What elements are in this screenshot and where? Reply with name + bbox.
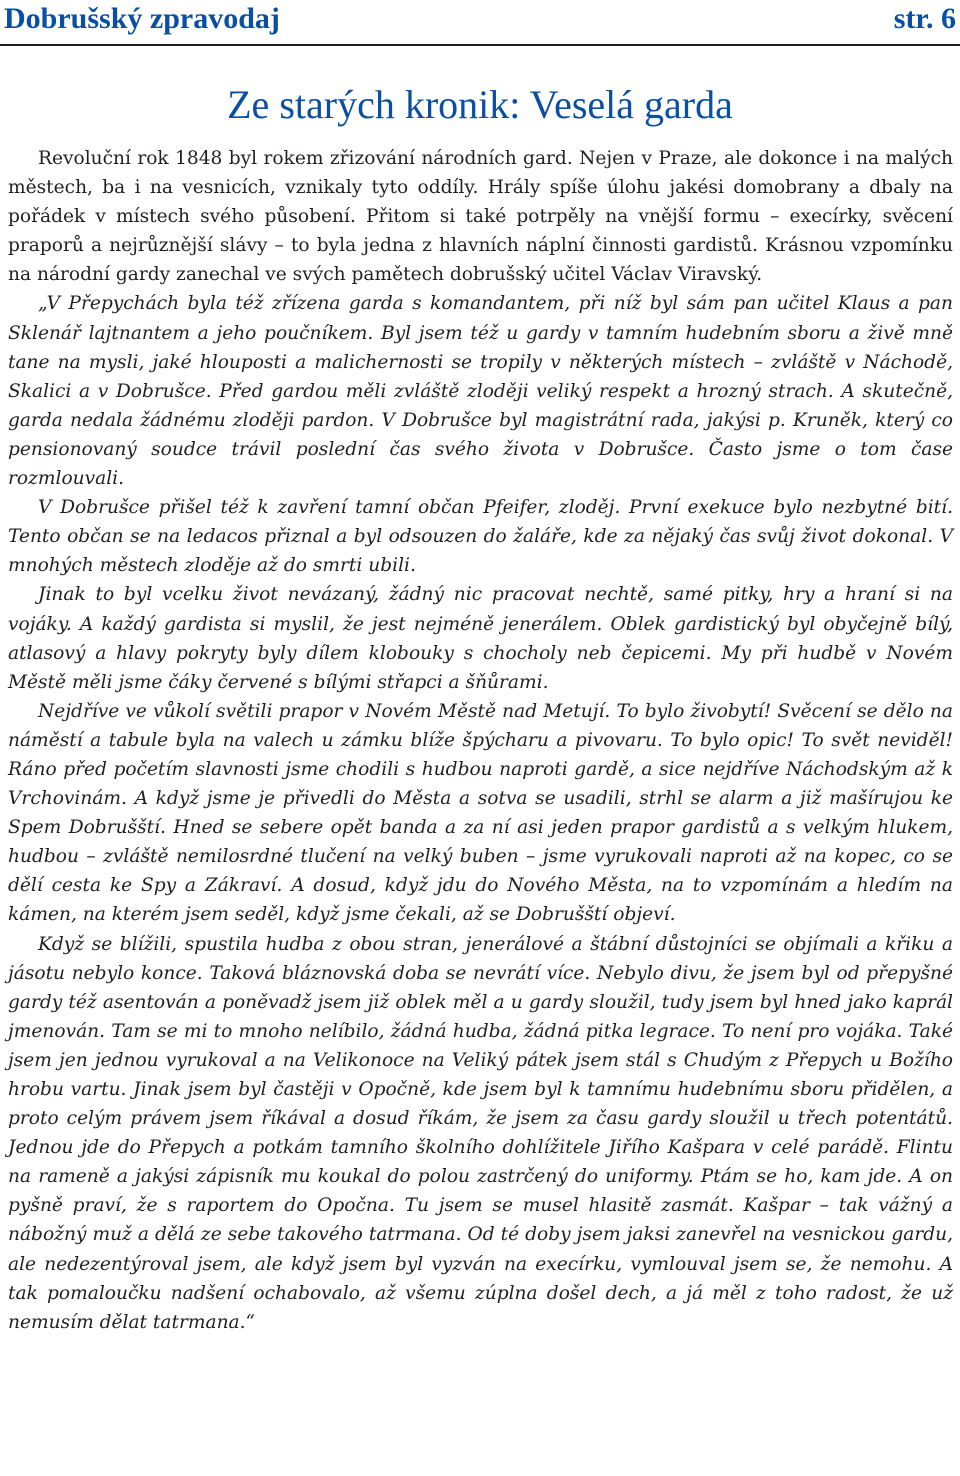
memoir-paragraph-3: Jinak to byl vcelku život nevázaný, žádný nic pracovat nechtě, samé pitky, hry a hraní si na vojáky. A každý gardista si myslil, že jest nejméně jenerálem. Oblek gardistický byl obyčejně bílý, atlasový a hlavy pokryty byly dílem klobouky s chocholy neb čepicemi. My při hudbě v Novém Městě měli jsme čáky červené s bílými střapci a šňůrami. — [8, 584, 953, 693]
intro-paragraph: Revoluční rok 1848 byl rokem zřizování národních gard. Nejen v Praze, ale dokonce i na malých městech, ba i na vesnicích, vznikaly tyto oddíly. Hrály spíše úlohu jakési domobrany a dbaly na pořádek v místech svého působení. Přitom si také potrpěly na vnější formu – execírky, svěcení praporů a nejrůznější slávy – to byla jedna z hlavních náplní činnosti gardistů. Krásnou vzpomínku na národní gardy zanechal ve svých pamětech dobrušský učitel Václav Viravský. — [8, 148, 953, 286]
memoir-paragraph-1: „V Přepychách byla též zřízena garda s komandantem, při níž byl sám pan učitel Klaus a pan Sklenář lajtnantem a jeho poučníkem. Byl jsem též u gardy v tamním hudebním sboru a živě mně tane na mysli, jaké hlouposti a malichernosti se tropily v některých místech – zvláště v Náchodě, Skalici a v Dobrušce. Před gardou měli zvláště zloději veliký respekt a hrozný strach. A skutečně, garda nedala žádnému zloději pardon. V Dobrušce byl magistrátní rada, jakýsi p. Kruněk, který co pensionovaný soudce trávil poslední čas svého života v Dobrušce. Často jsme o tom čase rozmlouvali. — [8, 293, 953, 490]
article-title: Ze starých kronik: Veselá garda — [227, 82, 733, 127]
page-header — [0, 0, 960, 46]
newsletter-title: Dobrušský zpravodaj — [4, 2, 280, 35]
page-number: str. 6 — [893, 2, 956, 35]
memoir-paragraph-5: Když se blížili, spustila hudba z obou stran, jenerálové a štábní důstojníci se objímali a křiku a jásotu nebylo konce. Taková bláznovská doba se nevrátí více. Nebylo divu, že jsem byl od přepyšné gardy též asentován a poněvadž jsem již oblek měl a u gardy sloužil, tudy jsem byl hned jako kaprál jmenován. Tam se mi to mnoho nelíbilo, žádná hudba, žádná pitka legrace. To není pro vojáka. Také jsem jen jednou vyrukoval a na Velikonoce na Veliký pátek jsem stál s Chudým z Přepych u Božího hrobu vartu. Jinak jsem byl častěji v Opočně, kde jsem byl k tamnímu hudebnímu sboru přidělen, a proto celým právem jsem říkával a dosud říkám, že jsem za času gardy sloužil u třech potentátů. Jednou jde do Přepych a potkám tamního školního dohlížitele Jiřího Kašpara v celé parádě. Flintu na rameně a jakýsi zápisník mu koukal do polou zastrčený do uniformy. Ptám se ho, kam jde. A on pyšně praví, že s raportem do Opočna. Tu jsem se musel hlasitě zasmát. Kašpar – tak vážný a nábožný muž a dělá ze sebe takového tatrmana. Od té doby jsem jaksi zanevřel na vesnickou gardu, ale nedezentýroval jsem, ale když jsem byl vyzván na execírku, vymlouval jsem se, že nemohu. A tak pomaloučku nadšení ochabovalo, až všemu zúplna došel dech, a já měl z toho radost, že už nemusím dělat tatrmana.“ — [8, 933, 953, 1333]
memoir-paragraph-2: V Dobrušce přišel též k zavření tamní občan Pfeifer, zloděj. První exekuce bylo nezbytné bití. Tento občan se na ledacos přiznal a byl odsouzen do žaláře, kde za nějaký čas svůj život dokonal. V mnohých městech zloděje až do smrti ubili. — [8, 497, 953, 577]
memoir-paragraph-4: Nejdříve ve vůkolí světili prapor v Novém Městě nad Metují. To bylo živobytí! Svěcení se dělo na náměstí a tabule byla na valech u zámku blíže špýcharu a pivovaru. To bylo opic! To svět neviděl! Ráno před početím slavnosti jsme chodili s hudbou naproti gardě, a sice nejdříve Náchodským až k Vrchovinám. A když jsme je přivedli do Města a sotva se usadili, strhl se alarm a již mašírujou ke Spem Dobrušští. Hned se sebere opět banda a za ní asi jeden prapor gardistů a s velkým hlukem, hudbou – zvláště nemilosrdné tlučení na velký buben – jsme vyrukovali naproti až na kopec, co se dělí cesta ke Spy a Zákraví. A dosud, když jdu do Nového Města, na to vzpomínám a hledím na kámen, na kterém jsem seděl, když jsme čekali, až se Dobrušští objeví. — [8, 700, 953, 926]
article-body — [8, 144, 953, 1337]
